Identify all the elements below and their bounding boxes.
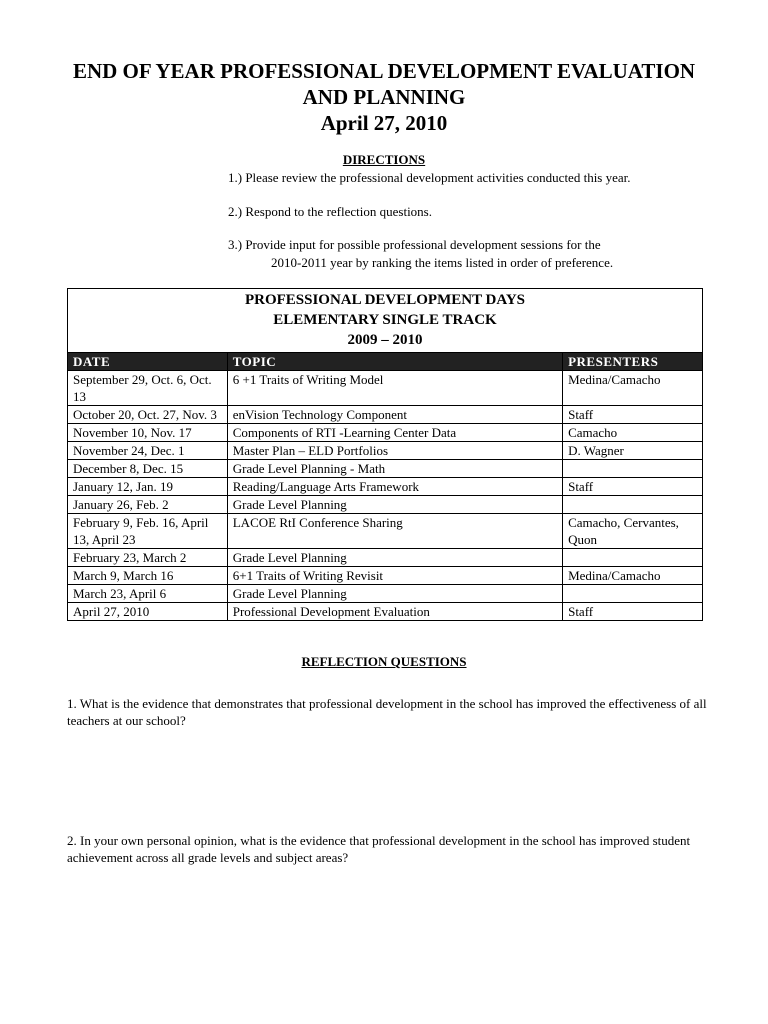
cell-presenters: Staff xyxy=(563,603,703,621)
cell-date: November 24, Dec. 1 xyxy=(68,442,228,460)
cell-topic: Grade Level Planning xyxy=(227,549,562,567)
direction-item: 3.) Provide input for possible professional development sessions for the xyxy=(228,237,601,252)
table-body xyxy=(68,371,703,621)
cell-presenters: Camacho, Cervantes, Quon xyxy=(563,514,703,549)
direction-item-continuation: 2010-2011 year by ranking the items listed in order of preference. xyxy=(271,255,614,270)
reflection-heading: REFLECTION QUESTIONS xyxy=(301,654,467,669)
cell-date: January 12, Jan. 19 xyxy=(68,478,228,496)
cell-presenters: Staff xyxy=(563,406,703,424)
cell-date: December 8, Dec. 15 xyxy=(68,460,228,478)
cell-presenters: Staff xyxy=(563,478,703,496)
table-row xyxy=(68,585,703,603)
cell-topic: 6+1 Traits of Writing Revisit xyxy=(227,567,562,585)
direction-item: 1.) Please review the professional development activities conducted this year. xyxy=(228,170,631,185)
cell-presenters: D. Wagner xyxy=(563,442,703,460)
pd-days-table xyxy=(67,288,703,621)
table-title-line-1: PROFESSIONAL DEVELOPMENT DAYS xyxy=(244,292,526,308)
column-header-date: DATE xyxy=(68,353,228,371)
table-row xyxy=(68,567,703,585)
column-header-presenters: PRESENTERS xyxy=(563,353,703,371)
cell-topic: Grade Level Planning xyxy=(227,585,562,603)
cell-presenters xyxy=(563,549,703,567)
cell-topic: Professional Development Evaluation xyxy=(227,603,562,621)
table-row xyxy=(68,424,703,442)
cell-date: September 29, Oct. 6, Oct. 13 xyxy=(68,371,228,406)
cell-topic: 6 +1 Traits of Writing Model xyxy=(227,371,562,406)
cell-date: January 26, Feb. 2 xyxy=(68,496,228,514)
cell-topic: Components of RTI -Learning Center Data xyxy=(227,424,562,442)
table-title-line-2: ELEMENTARY SINGLE TRACK xyxy=(273,312,497,328)
table-title xyxy=(68,289,703,353)
table-row xyxy=(68,549,703,567)
direction-item: 2.) Respond to the reflection questions. xyxy=(228,204,432,219)
cell-date: November 10, Nov. 17 xyxy=(68,424,228,442)
directions-heading: DIRECTIONS xyxy=(342,152,426,167)
cell-topic: Grade Level Planning xyxy=(227,496,562,514)
table-row xyxy=(68,514,703,549)
cell-date: February 9, Feb. 16, April 13, April 23 xyxy=(68,514,228,549)
table-title-line-3: 2009 – 2010 xyxy=(347,332,423,348)
cell-topic: Grade Level Planning - Math xyxy=(227,460,562,478)
cell-date: October 20, Oct. 27, Nov. 3 xyxy=(68,406,228,424)
table-row xyxy=(68,603,703,621)
cell-presenters xyxy=(563,460,703,478)
cell-date: March 23, April 6 xyxy=(68,585,228,603)
cell-presenters: Medina/Camacho xyxy=(563,567,703,585)
column-header-topic: TOPIC xyxy=(227,353,562,371)
document-date: April 27, 2010 xyxy=(320,111,448,135)
document-title-line-2: AND PLANNING xyxy=(302,85,466,109)
cell-date: February 23, March 2 xyxy=(68,549,228,567)
table-row xyxy=(68,442,703,460)
table-row xyxy=(68,496,703,514)
table-row xyxy=(68,460,703,478)
reflection-question-2: 2. In your own personal opinion, what is the evidence that professional development in the school has improved student achievement across all grade levels and subject areas? xyxy=(67,833,691,865)
cell-topic: Reading/Language Arts Framework xyxy=(227,478,562,496)
document-title-line-1: END OF YEAR PROFESSIONAL DEVELOPMENT EVALUATION xyxy=(72,59,696,83)
cell-presenters: Medina/Camacho xyxy=(563,371,703,406)
cell-topic: Master Plan – ELD Portfolios xyxy=(227,442,562,460)
table-row xyxy=(68,406,703,424)
cell-date: April 27, 2010 xyxy=(68,603,228,621)
cell-presenters: Camacho xyxy=(563,424,703,442)
reflection-question-1: 1. What is the evidence that demonstrates that professional development in the school has improved the effectiveness of all teachers at our school? xyxy=(67,696,707,728)
cell-presenters xyxy=(563,496,703,514)
table-row xyxy=(68,478,703,496)
cell-presenters xyxy=(563,585,703,603)
cell-topic: LACOE RtI Conference Sharing xyxy=(227,514,562,549)
cell-topic: enVision Technology Component xyxy=(227,406,562,424)
cell-date: March 9, March 16 xyxy=(68,567,228,585)
table-row xyxy=(68,371,703,406)
